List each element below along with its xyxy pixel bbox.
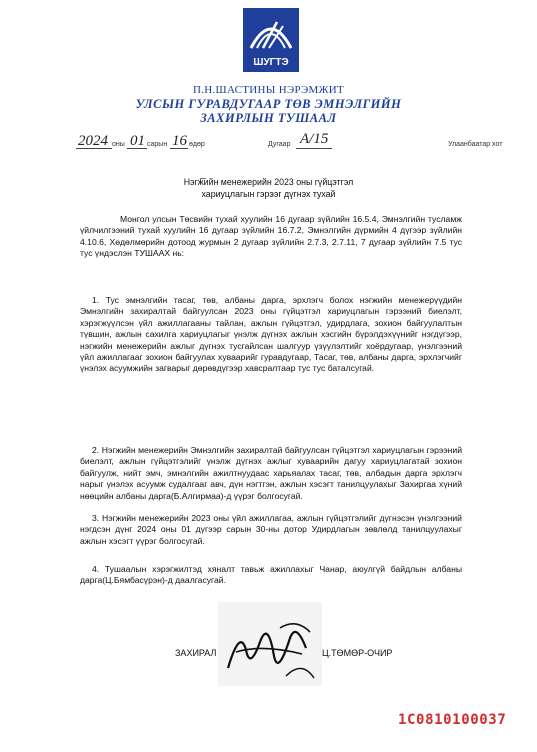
item-2-paragraph: 2. Нэгжийн менежерийн Эмнэлгийн захиралтай байгуулсан гүйцэтгэл хариуцлагын гэрээний биелэлт, ажлын гүйцэтгэлийг үнэлж дүгнэх ажлыг хуваарийн дагуу хариуцлагатай зохион байгуулж, нийт эмч, эмнэлгийн ажилтнуудаас харьяалах тасаг, төв, албадын дарга эрхлэгч нарыг үнэлэх асуумж судалгааг авч, дүн нэгтгэн, ажлын хэсэгт танилцуулахыг Захиргаа хүний нөөцийн албаны дарга(Б.Алгирмаа)-д үүрэг болгосугай.	[80, 445, 462, 501]
header-line-1: П.Н.ШАСТИНЫ НЭРЭМЖИТ	[192, 84, 345, 96]
header-line-3: ЗАХИРЛЫН ТУШААЛ	[200, 111, 337, 125]
order-number: А/15	[300, 131, 329, 147]
order-month: 01	[130, 133, 145, 149]
year-underline	[76, 148, 112, 149]
handwritten-signature	[210, 598, 330, 698]
title-line-1: Нэгжийн менежерийн 2023 оны гүйцэтгэл	[183, 177, 354, 187]
logo-text: ШУГТЭ	[253, 57, 289, 68]
month-underline	[127, 148, 147, 149]
signatory-name: Ц.ТӨМӨР-ОЧИР	[322, 648, 393, 658]
day-underline	[170, 148, 188, 149]
title-line-2: хариуцлагын гэрээг дүгнэх тухай	[201, 188, 336, 199]
header-line-2: УЛСЫН ГУРАВДУГААР ТӨВ ЭМНЭЛГИЙН	[135, 97, 402, 111]
year-suffix: оны	[112, 141, 125, 148]
order-day: 16	[172, 133, 187, 149]
item-4-paragraph: 4. Тушаалын хэрэгжилтэд хяналт тавьж ажиллахыг Чанар, аюулгүй байдлын албаны дарга(Ц.Бямбасүрэн)-д даалгасугай.	[80, 564, 462, 586]
number-underline	[296, 148, 332, 149]
number-label: Дугаар	[268, 141, 291, 148]
serial-number: 1C0810100037	[398, 712, 507, 728]
signatory-position: ЗАХИРАЛ	[175, 648, 217, 658]
month-suffix: сарын	[147, 141, 168, 148]
day-suffix: өдөр	[189, 141, 205, 148]
intro-paragraph: Монгол улсын Төсвийн тухай хуулийн 16 дугаар зүйлийн 16.5.4, Эмнэлгийн тусламж үйлчилгээний тухай хуулийн 16 дугаар зүйлийн 16.7.2, Эмнэлгийн дүрмийн 4 дүгээр зүйлийн 4.10.6, Хөдөлмөрийн дотоод журмын 2 дугаар зүйлийн 2.7.3, 2.7.11, 7 дугаар зүйлийн 7.5 тус тус үндэслэн ТУШААХ нь:	[80, 214, 462, 259]
order-title	[0, 177, 537, 200]
order-year: 2024	[78, 133, 108, 149]
city: Улаанбаатар хот	[448, 141, 503, 148]
item-3-paragraph: 3. Нэгжийн менежерийн 2023 оны үйл ажиллагаа, ажлын гүйцэтгэлийг дүгнэсэн үнэлгээний нэгдсэн дүнг 2024 оны 01 дүгээр сарын 30-ны дотор Удирдлагын зөвлөлд танилцуулахыг ажлын хэсэгт үүрэг болгосугай.	[80, 513, 462, 546]
hospital-logo	[243, 8, 299, 72]
item-1-paragraph: 1. Тус эмнэлгийн тасаг, төв, албаны дарга, эрхлэгч болох нэгжийн менежерүүдийн Эмнэлгийн захиралтай байгуулсан 2023 оны гүйцэтгэл хариуцлагын гэрээний биелэлт, хэрэгжүүлсэн үйл ажиллагааны тайлан, ажлын гүйцэтгэл, удирдлага, зохион байгуулалтын түвшин, ажлын сахилга хариуцлагыг үнэлж дүгнэх ажлын хэсгийн бүрэлдэхүүнийг нэгдүгээр, нэгжийн менежерийн ажлыг дүгнэх тусгайлсан шалгуур үзүүлэлтийг хоёрдугаар, үнэлгээний үйл ажиллагааг зохион байгуулах хуваарийг гуравдугаар, Тасаг, төв, албаны дарга, эрхлэгчийг үнэлэх асуумжийн загварыг дөрөвдүгээр хавсралтаар тус тус баталсугай.	[80, 295, 462, 374]
